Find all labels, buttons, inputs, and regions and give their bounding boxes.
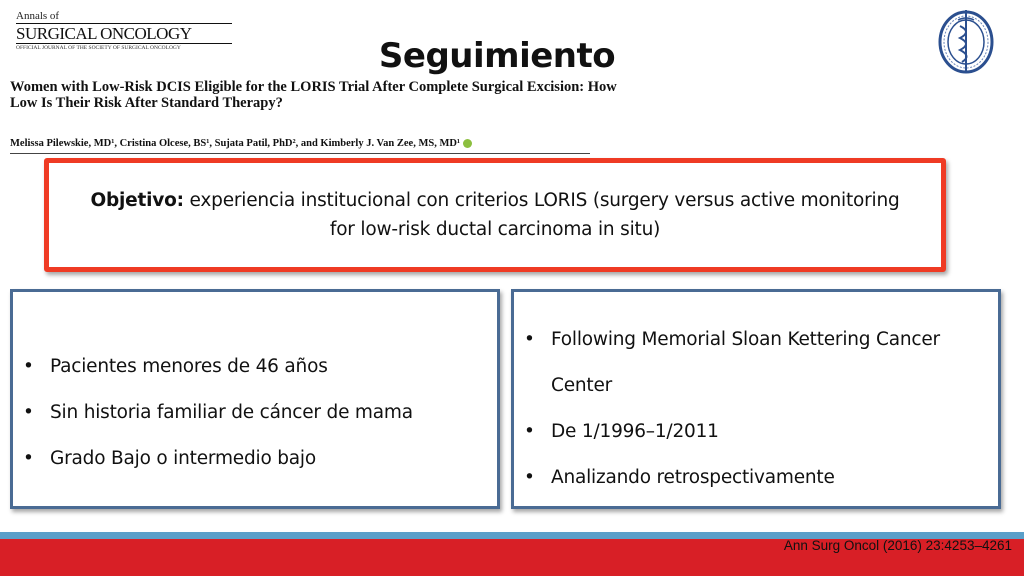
objective-text bbox=[85, 186, 905, 244]
study-details-list bbox=[520, 317, 960, 501]
bullet-icon: • bbox=[524, 467, 535, 488]
paper-authors-text: Melissa Pilewskie, MD¹, Cristina Olcese, BS¹, Sujata Patil, PhD², and Kimberly J. Van Zee, MS, MD¹ bbox=[10, 138, 461, 149]
orcid-icon bbox=[463, 139, 472, 148]
list-item-text: Following Memorial Sloan Kettering Cancer Center bbox=[551, 329, 940, 396]
slide-title: Seguimiento bbox=[378, 36, 616, 76]
institutional-seal-icon bbox=[936, 6, 996, 78]
bullet-icon: • bbox=[23, 448, 34, 469]
bullet-icon: • bbox=[23, 402, 34, 423]
list-item-text: Analizando retrospectivamente bbox=[551, 467, 835, 488]
list-item-text: De 1/1996–1/2011 bbox=[551, 421, 719, 442]
list-item-text: Grado Bajo o intermedio bajo bbox=[50, 448, 316, 469]
journal-logo-name: SURGICAL ONCOLOGY bbox=[16, 23, 232, 44]
list-item-text: Sin historia familiar de cáncer de mama bbox=[50, 402, 413, 423]
journal-logo-pre: Annals of bbox=[16, 10, 60, 22]
paper-title: Women with Low-Risk DCIS Eligible for the LORIS Trial After Complete Surgical Excision: How Low Is Their Risk After Standard Therapy? bbox=[10, 79, 617, 111]
citation: Ann Surg Oncol (2016) 23:4253–4261 bbox=[783, 538, 1012, 553]
list-item bbox=[19, 390, 413, 436]
list-item bbox=[520, 455, 960, 501]
list-item-text: Pacientes menores de 46 años bbox=[50, 356, 328, 377]
bullet-icon: • bbox=[23, 356, 34, 377]
list-item bbox=[520, 317, 960, 409]
journal-logo-subtitle: OFFICIAL JOURNAL OF THE SOCIETY OF SURGICAL ONCOLOGY bbox=[16, 45, 181, 51]
paper-authors bbox=[10, 138, 610, 149]
bullet-icon: • bbox=[524, 421, 535, 442]
bullet-icon: • bbox=[524, 329, 535, 350]
study-details-box bbox=[511, 289, 1001, 509]
list-item bbox=[19, 436, 413, 482]
inclusion-criteria-box bbox=[10, 289, 500, 509]
list-item bbox=[19, 344, 413, 390]
objective-body: experiencia institucional con criterios LORIS (surgery versus active monitoring for low-risk ductal carcinoma in situ) bbox=[183, 190, 900, 240]
objective-box bbox=[44, 158, 946, 272]
paper-divider bbox=[10, 153, 590, 154]
list-item bbox=[520, 409, 960, 455]
objective-label: Objetivo: bbox=[90, 190, 184, 211]
inclusion-criteria-list bbox=[19, 344, 413, 482]
